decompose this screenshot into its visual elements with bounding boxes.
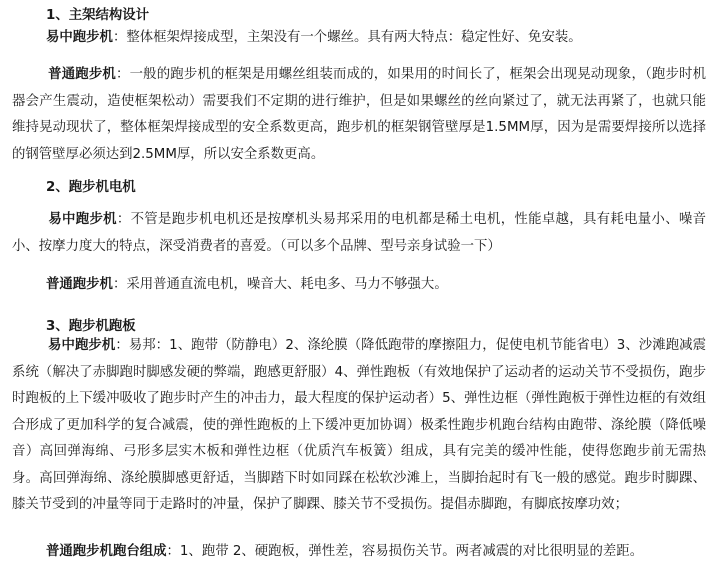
section-1-normal-label: 普通跑步机 [48,67,117,82]
section-1-yizhong-label: 易中跑步机 [46,30,113,45]
section-3-yizhong-text: ：易邦：1、跑带（防静电）2、涤纶膜（降低跑带的摩擦阻力，促使电机节能省电）3、沙滩跑减震系统（解决了赤脚跑时脚感发硬的弊端，跑感更舒服）4、弹性跑板（有效地保护了运动者的运动关节不受损伤，跑步时跑板的上下缓冲吸收了跑步时产生的冲击力，最大程度的保护运动者）5、弹性边框（弹性跑板于弹性边框的有效组合形成了更加科学的复合减震，使的弹性跑板的上下缓冲更加协调）极柔性跑步机跑台结构由跑带、涤纶膜（降低噪音）高回弹海绵、弓形多层实木板和弹性边框（优质汽车板簧）组成，具有完美的缓冲性能，使得您跑步前无需热身。高回弹海绵、涤纶膜脚感更舒适，当脚踏下时如同踩在松软沙滩上，当脚抬起时有飞一般的感觉。跑步时脚踝、膝关节受到的冲量等同于走路时的冲量，保护了脚踝、膝关节不受损伤。提倡赤脚跑，有脚底按摩功效； [12,338,706,512]
section-3-normal-paragraph [46,542,643,562]
section-3-normal-text: ：1、跑带 2、硬跑板，弹性差，容易损伤关节。两者减震的对比很明显的差距。 [166,544,644,559]
section-1-normal-paragraph [12,62,706,168]
section-2-normal-label: 普通跑步机 [46,277,113,292]
section-2-heading: 2、跑步机电机 [46,180,136,195]
section-1-heading: 1、主架结构设计 [46,8,150,23]
section-1-yizhong-paragraph [46,28,582,48]
section-2-yizhong-paragraph [12,207,706,260]
section-2-normal-text: ：采用普通直流电机，噪音大、耗电多、马力不够强大。 [112,277,448,292]
section-2-yizhong-label: 易中跑步机 [48,212,117,227]
section-1-yizhong-text: ：整体框架焊接成型，主架没有一个螺丝。具有两大特点：稳定性好、免安装。 [112,30,582,45]
section-3-normal-label: 普通跑步机跑台组成 [46,544,167,559]
section-3-yizhong-label: 易中跑步机 [48,338,116,353]
section-2-yizhong-text: ：不管是跑步机电机还是按摩机头易邦采用的电机都是稀土电机，性能卓越，具有耗电量小、噪音小、按摩力度大的特点，深受消费者的喜爱。（可以多个品牌、型号亲身试验一下） [12,212,706,254]
section-3-heading: 3、跑步机跑板 [46,319,136,334]
section-2-normal-paragraph [46,275,448,295]
section-3-yizhong-paragraph [12,333,706,519]
section-1-normal-text: ：一般的跑步机的框架是用螺丝组装而成的，如果用的时间长了，框架会出现晃动现象，（跑步时机器会产生震动，造使框架松动）需要我们不定期的进行维护，但是如果螺丝的丝向紧过了，就无法再紧了，也就只能维持晃动现状了，整体框架焊接成型的安全系数更高，跑步机的框架钢管壁厚是1.5MM厚，因为是需要焊接所以选择的钢管壁厚必须达到2.5MM厚，所以安全系数更高。 [12,67,707,162]
